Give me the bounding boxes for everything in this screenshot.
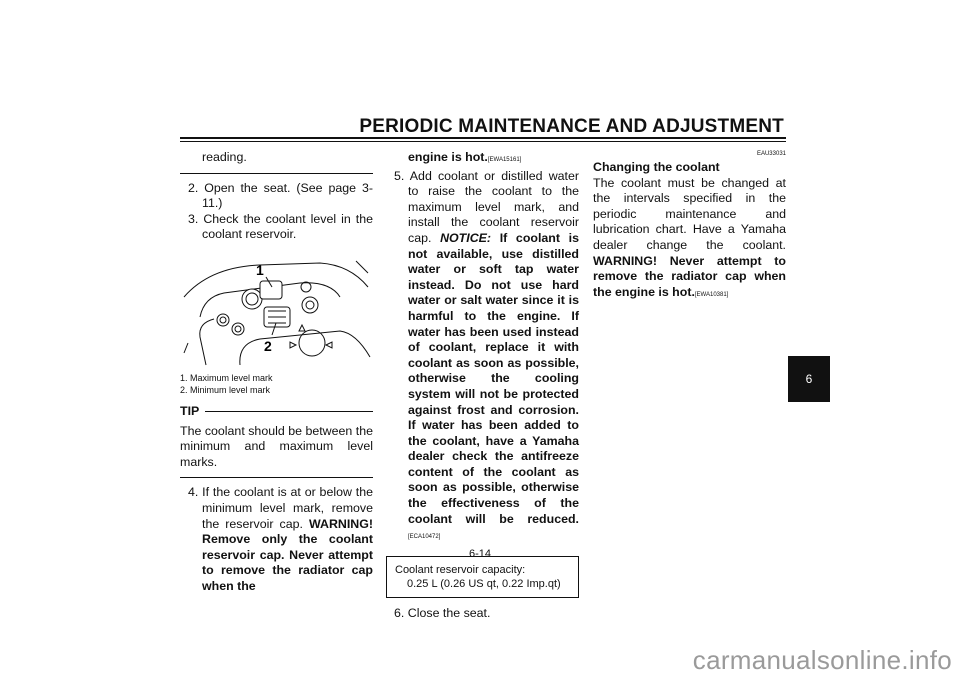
notice-label: NOTICE: [440, 230, 492, 245]
continued-warning [386, 150, 579, 169]
tip-end-rule [180, 477, 373, 478]
reservoir-illustration [180, 247, 373, 369]
capacity-label: Coolant reservoir capacity: [395, 563, 526, 576]
section-warning-code: [EWA10381] [694, 291, 729, 298]
section-heading: Changing the coolant [593, 160, 720, 174]
chapter-tab: 6 [788, 356, 830, 402]
capacity-value: 0.25 L (0.26 US qt, 0.22 Imp.qt) [407, 577, 561, 590]
caption-max: 1. Maximum level mark [180, 372, 273, 383]
section-rule [180, 173, 373, 174]
continued-warning-text: engine is hot. [408, 150, 488, 164]
step-6: 6. Close the seat. [394, 605, 491, 620]
watermark: carmanualsonline.info [692, 645, 952, 675]
page-number: 6-14 [468, 548, 492, 560]
section-code: EAU33031 [756, 151, 786, 157]
step-4 [180, 485, 373, 594]
callout-2: 2 [264, 337, 272, 354]
figure-caption [180, 372, 373, 396]
step-4-warning: WARNING! Remove only the coolant reservoir cap. Never attempt to remove the radiator cap when the [202, 516, 373, 593]
section-body [593, 176, 786, 304]
page-header-title: PERIODIC MAINTENANCE AND ADJUSTMENT [359, 116, 784, 137]
step-2: 2. Open the seat. (See page 3-11.) [188, 180, 373, 211]
tip-header [180, 404, 373, 420]
step-5 [386, 169, 579, 546]
column-left [180, 150, 373, 595]
header-rule-thin [180, 141, 786, 142]
step-3: 3. Check the coolant level in the coolant reservoir. [188, 211, 373, 242]
tip-text: The coolant should be between the minimum and maximum level marks. [180, 423, 373, 469]
warning-code: [EWA15161] [487, 157, 522, 163]
section-body-text: The coolant must be changed at the intervals specified in the periodic maintenance and lubrication chart. Have a Yamaha dealer change the coolant. [593, 175, 786, 252]
continued-text: reading. [202, 150, 247, 164]
tip-rule [205, 411, 373, 412]
notice-text: If coolant is not available, use distilled water or soft tap water instead. Do not use hard water or salt water since it is harmful to the engine. If water has been used instead of coolant, replace it with coolant as soon as possible, otherwise the cooling system will not be protected against frost and corrosion. If water has been added to the coolant, have a Yamaha dealer check the antifreeze content of the coolant as soon as possible, otherwise the effectiveness of the coolant will be reduced. [408, 230, 579, 526]
capacity-box [386, 556, 579, 598]
reservoir-figure [180, 247, 373, 369]
caption-min: 2. Minimum level mark [180, 384, 271, 395]
header-rule [180, 137, 786, 139]
tip-label: TIP [180, 403, 200, 418]
column-right [593, 150, 786, 303]
step-5-text: 5. Add coolant or distilled water to raise the coolant to the maximum level mark, and install the coolant reservoir cap. [394, 168, 579, 245]
step-4-text: 4. If the coolant is at or below the minimum level mark, remove the reservoir cap. [188, 485, 373, 531]
section-warning: WARNING! Never attempt to remove the radiator cap when the engine is hot. [593, 253, 786, 299]
callout-1: 1 [256, 261, 264, 278]
notice-code: [ECA10472] [408, 534, 441, 541]
